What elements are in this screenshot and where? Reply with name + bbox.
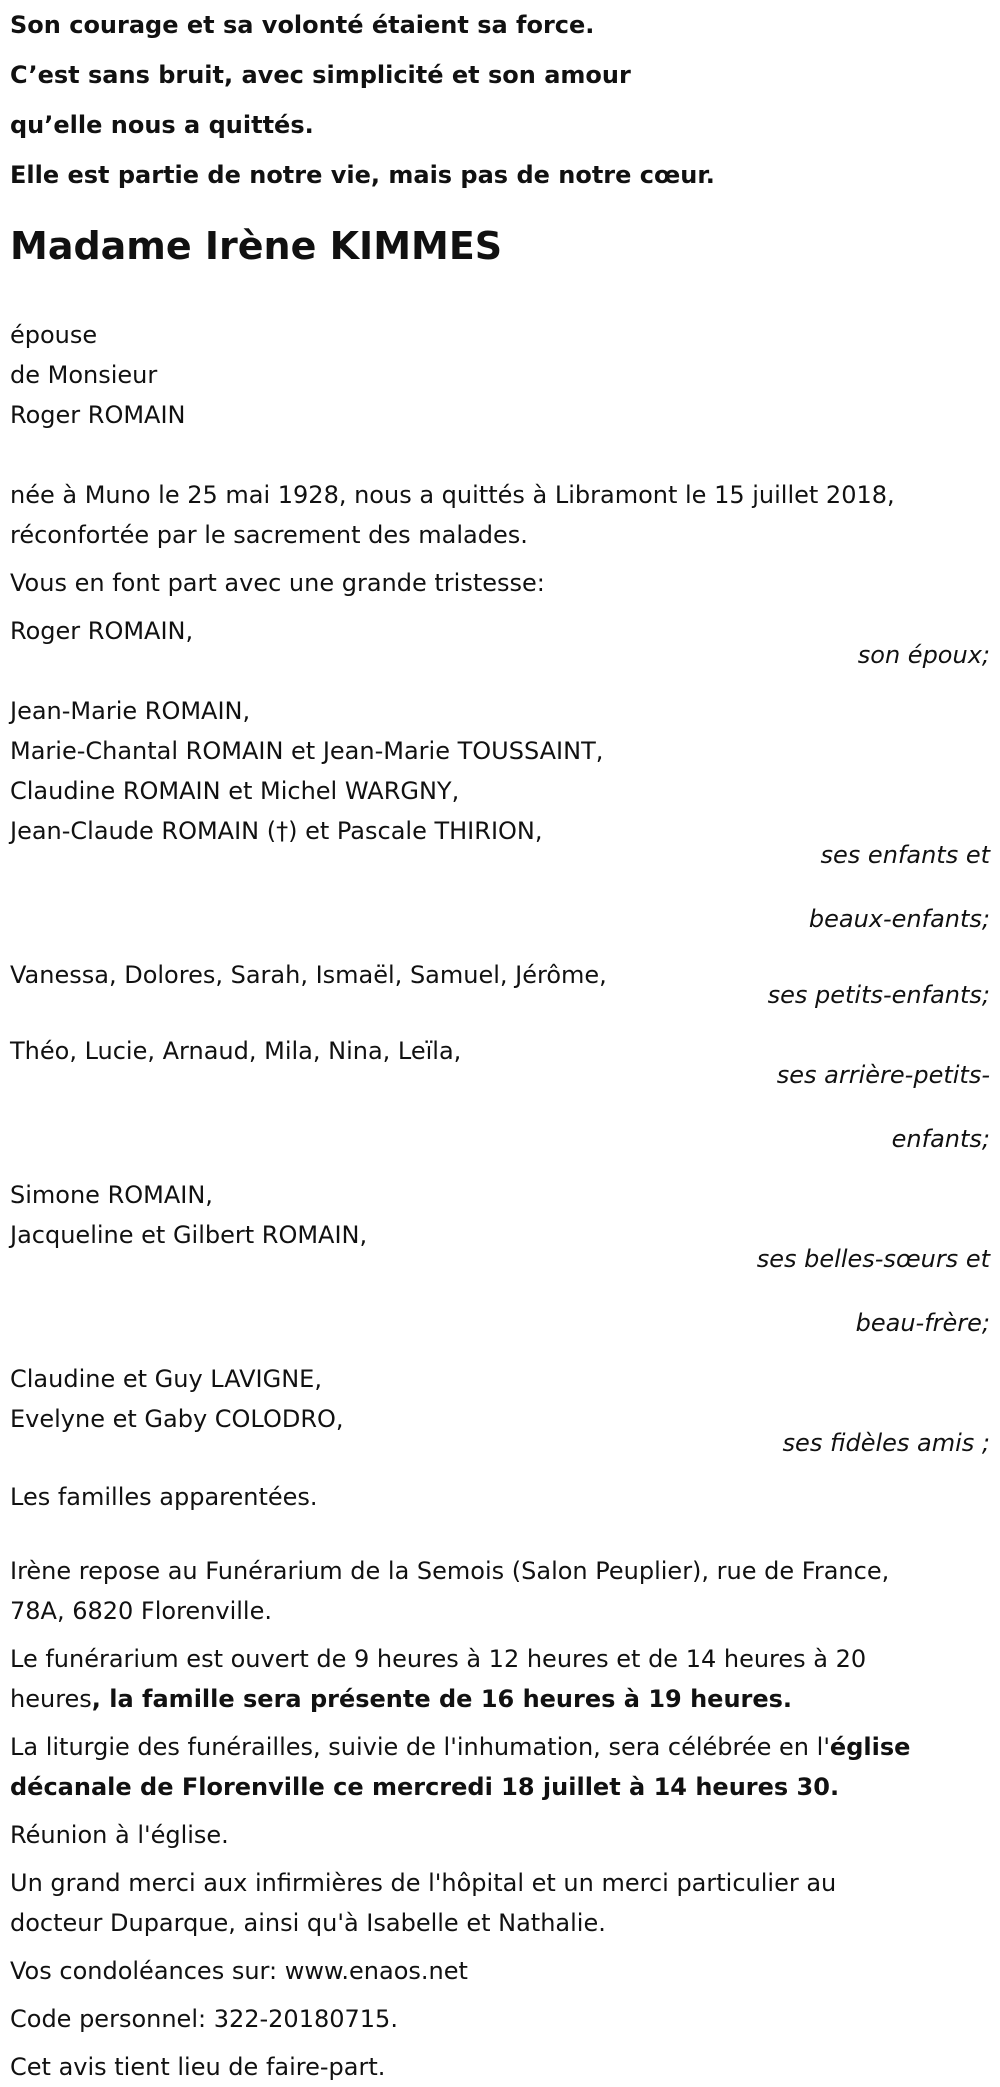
relation-label: ses petits-enfants; [767,981,990,1009]
family-great-grandchildren [10,1031,990,1159]
relation-label: beaux-enfants; [808,905,990,933]
church-date: décanale de Florenville ce mercredi 18 juillet à 14 heures 30. [10,1773,840,1801]
birth-line: réconfortée par le sacrement des malades. [10,521,528,549]
spouse-line: épouse [10,321,98,349]
relation-label: enfants; [891,1125,990,1153]
family-name-line: Claudine ROMAIN et Michel WARGNY, [10,777,460,805]
family-spouse [10,611,990,675]
liturgy-text: La liturgie des funérailles, suivie de l'inhumation, sera célébrée en l' [10,1733,830,1761]
deceased-name: Madame Irène KIMMES [10,224,503,268]
spouse-block [10,315,990,435]
visiting-hours [10,1639,990,1719]
family-presence: , la famille sera présente de 16 heures à 19 heures. [91,1685,793,1713]
family-name-line: Théo, Lucie, Arnaud, Mila, Nina, Leïla, [10,1037,462,1065]
relation-label: beau-frère; [855,1309,990,1337]
spouse-line: Roger ROMAIN [10,401,186,429]
notice: Cet avis tient lieu de faire-part. [10,2053,386,2081]
family-name-line: Evelyne et Gaby COLODRO, [10,1405,344,1433]
hours-text: heures [10,1685,92,1713]
relation-label: ses fidèles amis ; [782,1429,990,1457]
liturgy-line [10,1727,990,1767]
family-name-line: Simone ROMAIN, [10,1181,213,1209]
quote-line: Elle est partie de notre vie, mais pas de notre cœur. [10,161,715,189]
rest-line: 78A, 6820 Florenville. [10,1597,272,1625]
family-name-line: Marie-Chantal ROMAIN et Jean-Marie TOUSSAINT, [10,737,604,765]
birth-death-block [10,475,990,555]
church-name: église [829,1733,911,1761]
quote-line: qu’elle nous a quittés. [10,111,314,139]
thanks-line: docteur Duparque, ainsi qu'à Isabelle et Nathalie. [10,1909,606,1937]
liturgy [10,1727,990,1807]
quote-block [10,0,990,200]
quote-line: Son courage et sa volonté étaient sa force. [10,11,595,39]
family-in-laws [10,1175,990,1343]
rest-place [10,1551,990,1631]
relation-label: ses belles-sœurs et [756,1245,990,1273]
family-name-line: Vanessa, Dolores, Sarah, Ismaël, Samuel, Jérôme, [10,961,607,989]
reunion: Réunion à l'église. [10,1821,229,1849]
quote-line: C’est sans bruit, avec simplicité et son amour [10,61,631,89]
related-families: Les familles apparentées. [10,1483,318,1511]
condolences: Vos condoléances sur: www.enaos.net [10,1957,468,1985]
hours-line: Le funérarium est ouvert de 9 heures à 12 heures et de 14 heures à 20 [10,1645,867,1673]
family-name-line: Jean-Claude ROMAIN (†) et Pascale THIRION, [10,817,543,845]
thanks [10,1863,990,1943]
family-children [10,691,990,939]
liturgy-line [10,1767,990,1807]
birth-line: née à Muno le 25 mai 1928, nous a quittés à Libramont le 15 juillet 2018, [10,481,895,509]
family-name-line: Jean-Marie ROMAIN, [10,697,251,725]
funeral-info [10,1551,990,2087]
relation-label: ses enfants et [820,841,990,869]
hours-line [10,1679,990,1719]
family-grandchildren [10,955,990,1015]
thanks-line: Un grand merci aux infirmières de l'hôpital et un merci particulier au [10,1869,837,1897]
family-friends [10,1359,990,1463]
family-name-line: Claudine et Guy LAVIGNE, [10,1365,322,1393]
relation-label: ses arrière-petits- [776,1061,990,1089]
rest-line: Irène repose au Funérarium de la Semois (Salon Peuplier), rue de France, [10,1557,890,1585]
spouse-line: de Monsieur [10,361,158,389]
family-name-line: Roger ROMAIN, [10,617,194,645]
personal-code: Code personnel: 322-20180715. [10,2005,398,2033]
relation-label: son époux; [857,641,990,669]
family-name-line: Jacqueline et Gilbert ROMAIN, [10,1221,368,1249]
announcement: Vous en font part avec une grande tristesse: [10,569,545,597]
